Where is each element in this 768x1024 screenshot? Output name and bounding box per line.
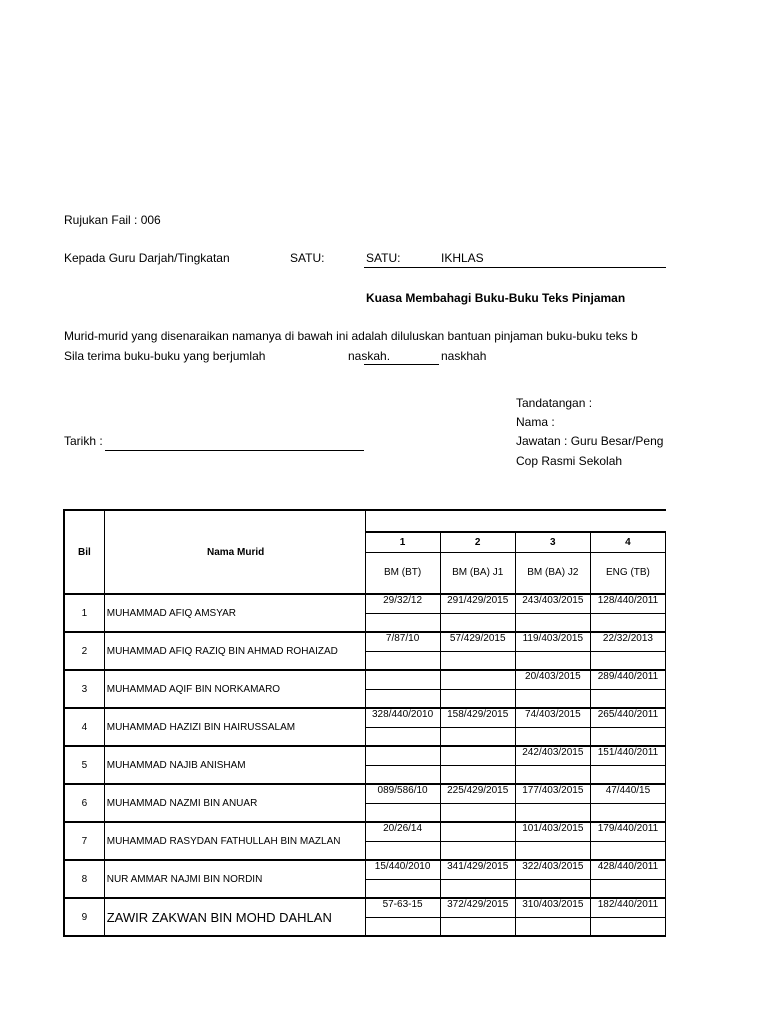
school-stamp-label: Cop Rasmi Sekolah — [516, 454, 623, 468]
table-row — [64, 670, 666, 689]
name-label: Nama : — [516, 415, 555, 429]
row-name: MUHAMMAD NAJIB ANISHAM — [104, 746, 365, 784]
date-underline — [105, 450, 364, 451]
date-label: Tarikh : — [64, 434, 103, 448]
row-cell: 158/429/2015 — [440, 708, 515, 727]
row-name: ZAWIR ZAKWAN BIN MOHD DAHLAN — [104, 898, 365, 936]
addressee-label: Kepada Guru Darjah/Tingkatan — [64, 251, 230, 265]
paragraph-line-2: Sila terima buku-buku yang berjumlah — [64, 349, 266, 363]
row-bil: 8 — [64, 860, 104, 898]
row-cell: 101/403/2015 — [515, 822, 590, 841]
row-cell: 310/403/2015 — [515, 898, 590, 917]
row-bil: 3 — [64, 670, 104, 708]
row-bil: 4 — [64, 708, 104, 746]
row-cell — [365, 746, 440, 765]
row-empty — [440, 651, 515, 670]
textbook-table — [63, 509, 666, 937]
row-empty — [590, 803, 665, 822]
row-empty — [440, 613, 515, 632]
row-name: NUR AMMAR NAJMI BIN NORDIN — [104, 860, 365, 898]
row-cell: 372/429/2015 — [440, 898, 515, 917]
row-empty — [515, 765, 590, 784]
table-row — [64, 632, 666, 651]
row-empty — [440, 879, 515, 898]
row-cell: 74/403/2015 — [515, 708, 590, 727]
class-label-2: SATU: — [366, 251, 401, 265]
row-empty — [365, 727, 440, 746]
row-cell: 291/429/2015 — [440, 594, 515, 613]
row-cell: 179/440/2011 — [590, 822, 665, 841]
row-cell: 128/440/2011 — [590, 594, 665, 613]
row-cell: 242/403/2015 — [515, 746, 590, 765]
row-cell: 225/429/2015 — [440, 784, 515, 803]
row-bil: 9 — [64, 898, 104, 936]
row-cell: 7/87/10 — [365, 632, 440, 651]
row-name: MUHAMMAD AFIQ AMSYAR — [104, 594, 365, 632]
row-empty — [365, 841, 440, 860]
col-sub-2: BM (BA) J1 — [440, 552, 515, 594]
row-cell: 57-63-15 — [365, 898, 440, 917]
row-cell: 341/429/2015 — [440, 860, 515, 879]
name-header: Nama Murid — [104, 510, 365, 594]
row-empty — [515, 879, 590, 898]
row-cell: 47/440/15 — [590, 784, 665, 803]
row-empty — [515, 841, 590, 860]
row-empty — [590, 917, 665, 936]
table-row — [64, 594, 666, 613]
copies-unit-1: naskah. — [348, 349, 391, 363]
row-empty — [365, 917, 440, 936]
row-empty — [590, 651, 665, 670]
row-empty — [515, 917, 590, 936]
row-cell: 089/586/10 — [365, 784, 440, 803]
row-empty — [515, 803, 590, 822]
class-name: IKHLAS — [441, 251, 484, 265]
reference-file: Rujukan Fail : 006 — [64, 213, 161, 227]
row-cell: 20/26/14 — [365, 822, 440, 841]
row-cell — [440, 746, 515, 765]
row-cell — [365, 670, 440, 689]
position-label: Jawatan : Guru Besar/Peng — [516, 434, 664, 448]
col-num-4: 4 — [590, 532, 665, 552]
class-label: SATU: — [290, 251, 325, 265]
row-cell: 20/403/2015 — [515, 670, 590, 689]
row-cell: 151/440/2011 — [590, 746, 665, 765]
row-empty — [515, 613, 590, 632]
row-empty — [590, 727, 665, 746]
table-row — [64, 746, 666, 765]
row-cell: 322/403/2015 — [515, 860, 590, 879]
row-bil: 2 — [64, 632, 104, 670]
row-empty — [365, 765, 440, 784]
row-cell — [440, 822, 515, 841]
row-name: MUHAMMAD AQIF BIN NORKAMARO — [104, 670, 365, 708]
row-cell: 177/403/2015 — [515, 784, 590, 803]
table-row — [64, 784, 666, 803]
row-bil: 6 — [64, 784, 104, 822]
row-empty — [440, 841, 515, 860]
row-cell: 428/440/2011 — [590, 860, 665, 879]
paragraph-line-1: Murid-murid yang disenaraikan namanya di bawah ini adalah diluluskan bantuan pinjaman buku-buku teks b — [64, 329, 638, 343]
row-name: MUHAMMAD HAZIZI BIN HAIRUSSALAM — [104, 708, 365, 746]
row-empty — [440, 917, 515, 936]
table-row — [64, 708, 666, 727]
row-empty — [590, 765, 665, 784]
copies-unit-2: naskhah — [441, 349, 487, 363]
row-cell — [440, 670, 515, 689]
row-empty — [365, 651, 440, 670]
signature-label: Tandatangan : — [516, 396, 593, 410]
row-empty — [365, 803, 440, 822]
col-num-3: 3 — [515, 532, 590, 552]
row-empty — [440, 803, 515, 822]
table-row — [64, 898, 666, 917]
row-cell: 22/32/2013 — [590, 632, 665, 651]
col-sub-3: BM (BA) J2 — [515, 552, 590, 594]
row-empty — [590, 841, 665, 860]
row-empty — [440, 727, 515, 746]
col-num-1: 1 — [365, 532, 440, 552]
row-name: MUHAMMAD RASYDAN FATHULLAH BIN MAZLAN — [104, 822, 365, 860]
class-underline — [364, 267, 666, 268]
row-cell: 289/440/2011 — [590, 670, 665, 689]
col-sub-4: ENG (TB) — [590, 552, 665, 594]
row-cell: 182/440/2011 — [590, 898, 665, 917]
row-cell: 119/403/2015 — [515, 632, 590, 651]
row-empty — [440, 765, 515, 784]
table-row — [64, 822, 666, 841]
col-sub-1: BM (BT) — [365, 552, 440, 594]
row-empty — [365, 689, 440, 708]
row-cell: 57/429/2015 — [440, 632, 515, 651]
row-empty — [365, 879, 440, 898]
row-cell: 328/440/2010 — [365, 708, 440, 727]
row-empty — [515, 689, 590, 708]
copies-underline — [364, 364, 439, 365]
row-cell: 15/440/2010 — [365, 860, 440, 879]
row-cell: 265/440/2011 — [590, 708, 665, 727]
row-bil: 1 — [64, 594, 104, 632]
row-empty — [515, 651, 590, 670]
header-blank — [365, 510, 665, 532]
row-empty — [590, 879, 665, 898]
row-cell: 29/32/12 — [365, 594, 440, 613]
row-empty — [590, 689, 665, 708]
bil-header: Bil — [64, 510, 104, 594]
row-bil: 7 — [64, 822, 104, 860]
row-name: MUHAMMAD AFIQ RAZIQ BIN AHMAD ROHAIZAD — [104, 632, 365, 670]
row-name: MUHAMMAD NAZMI BIN ANUAR — [104, 784, 365, 822]
row-empty — [440, 689, 515, 708]
col-num-2: 2 — [440, 532, 515, 552]
row-empty — [365, 613, 440, 632]
row-bil: 5 — [64, 746, 104, 784]
row-empty — [515, 727, 590, 746]
row-empty — [590, 613, 665, 632]
row-cell: 243/403/2015 — [515, 594, 590, 613]
table-row — [64, 860, 666, 879]
document-title: Kuasa Membahagi Buku-Buku Teks Pinjaman — [366, 291, 626, 305]
